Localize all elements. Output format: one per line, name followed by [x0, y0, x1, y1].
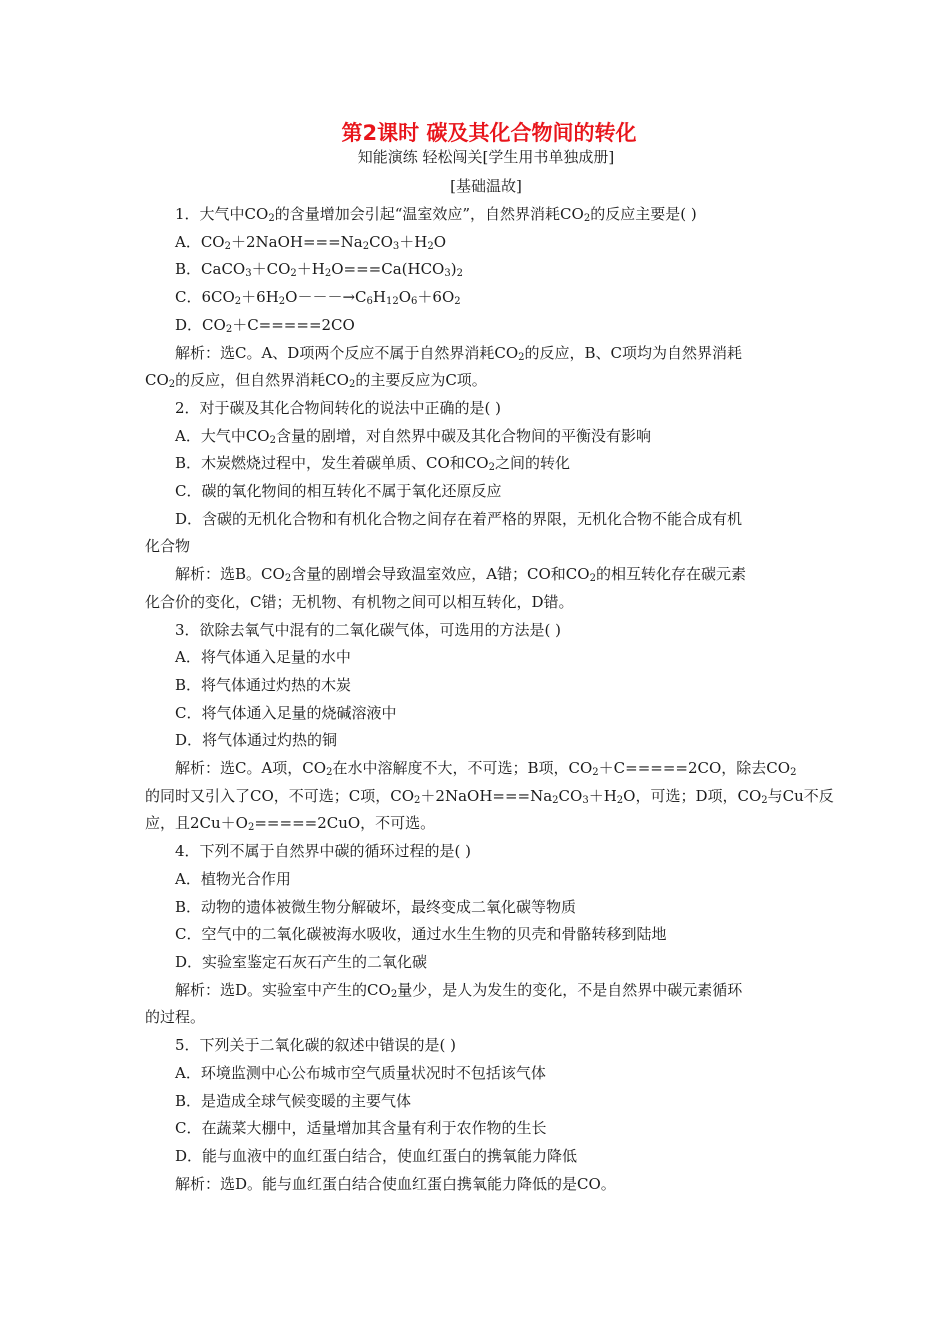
- text-run: ＋H: [296, 260, 325, 279]
- text-line: [145, 1171, 813, 1199]
- text-run: 量少，是人为发生的变化，不是自然界中碳元素循环: [397, 980, 743, 999]
- text-run: C．空气中的二氧化碳被海水吸收，通过水生生物的贝壳和骨骼转移到陆地: [175, 925, 667, 944]
- text-run: ＋6O: [417, 288, 455, 307]
- subscript: 2: [284, 573, 292, 585]
- subscript: 3: [582, 794, 589, 806]
- text-line: [145, 1088, 813, 1116]
- text-run: B．动物的遗体被微生物分解破坏，最终变成二氧化碳等物质: [175, 897, 577, 916]
- text-line: [145, 783, 834, 811]
- subscript: 2: [790, 767, 797, 779]
- subscript: 2: [290, 268, 297, 280]
- text-run: H: [372, 288, 386, 307]
- text-line: [145, 810, 813, 838]
- text-run: ＋H: [399, 232, 428, 251]
- page-title: 第2课时 碳及其化合物间的转化: [341, 121, 637, 145]
- text-line: [145, 589, 813, 617]
- text-run: ): [450, 260, 457, 279]
- text-line: [145, 478, 813, 506]
- text-line: [145, 894, 813, 922]
- text-run: B．木炭燃烧过程中，发生着碳单质、CO和CO: [175, 454, 489, 473]
- text-run: 4．下列不属于自然界中碳的循环过程的是( ): [175, 842, 472, 861]
- text-line: [145, 229, 813, 257]
- text-run: 在水中溶解度不大，不可选；B项，CO: [332, 759, 593, 778]
- text-run: CO: [145, 371, 169, 390]
- subscript: 3: [392, 240, 400, 252]
- text-line: [145, 755, 813, 783]
- subscript: 2: [168, 379, 176, 391]
- page-subtitle: 知能演练 轻松闯关[学生用书单独成册]: [357, 148, 615, 166]
- text-line: [145, 1115, 813, 1143]
- text-run: 含量的剧增会导致温室效应，A错；CO和CO: [291, 565, 590, 584]
- text-run: O: [398, 288, 412, 307]
- subscript: 2: [362, 240, 370, 252]
- subscript: 2: [390, 988, 398, 1000]
- text-run: A．大气中CO: [175, 426, 270, 445]
- text-run: 解析：选D。实验室中产生的CO: [175, 980, 391, 999]
- text-run: ＋CO: [251, 260, 291, 279]
- text-line: [145, 727, 813, 755]
- text-run: A．CO: [175, 232, 225, 251]
- subscript: 2: [488, 462, 495, 474]
- subscript: 2: [348, 379, 356, 391]
- text-line: [145, 644, 813, 672]
- subscript: 2: [324, 268, 332, 280]
- text-run: 解析：选C。A项，CO: [175, 759, 327, 778]
- text-run: ＋2NaOH===Na: [420, 786, 553, 805]
- text-run: 解析：选C。A、D项两个反应不属于自然界消耗CO: [175, 343, 519, 362]
- subscript: 2: [269, 434, 276, 446]
- text-run: 的反应，但自然界消耗CO: [175, 371, 349, 390]
- text-run: 解析：选B。CO: [175, 565, 285, 584]
- text-run: ＋C=====2CO: [232, 315, 355, 334]
- text-run: O，可选；D项，CO: [623, 786, 762, 805]
- text-run: D．CO: [175, 315, 226, 334]
- text-run: C．6CO: [175, 288, 235, 307]
- text-line: [145, 866, 813, 894]
- section-heading: [基础温故]: [450, 177, 522, 195]
- subscript: 6: [366, 296, 373, 308]
- document-page: [145, 118, 834, 1198]
- text-line: [145, 1143, 813, 1171]
- subscript: 2: [589, 573, 596, 585]
- text-run: 的含量增加会引起“温室效应”，自然界消耗CO: [274, 205, 584, 223]
- text-line: [145, 672, 813, 700]
- text-run: CO: [558, 786, 583, 805]
- subscript: 2: [427, 240, 434, 252]
- subscript: 2: [761, 794, 768, 806]
- text-run: O===Ca(HCO: [331, 260, 445, 279]
- text-line: [145, 921, 813, 949]
- text-run: ＋6H: [241, 288, 279, 307]
- text-run: 解析：选D。能与血红蛋白结合使血红蛋白携氧能力降低的是CO。: [175, 1174, 616, 1193]
- text-run: 的主要反应为C项。: [355, 371, 487, 390]
- text-run: C．将气体通入足量的烧碱溶液中: [175, 703, 397, 722]
- text-line: [145, 506, 813, 534]
- subscript: 3: [245, 268, 252, 280]
- text-run: 5．下列关于二氧化碳的叙述中错误的是( ): [175, 1036, 457, 1055]
- text-run: 3．欲除去氧气中混有的二氧化碳气体，可选用的方法是( ): [175, 620, 562, 639]
- subscript: 2: [518, 351, 525, 363]
- text-run: 与Cu不反: [767, 786, 834, 805]
- text-run: A．植物光合作用: [175, 869, 291, 888]
- text-run: A．将气体通入足量的水中: [175, 648, 351, 667]
- text-line: [145, 423, 813, 451]
- text-line: [145, 1004, 813, 1032]
- text-line: [145, 395, 813, 423]
- text-run: 的反应，B、C项均为自然界消耗: [524, 343, 743, 362]
- text-run: 之间的转化: [494, 454, 570, 473]
- text-line: [145, 340, 813, 368]
- text-run: 2．对于碳及其化合物间转化的说法中正确的是( ): [175, 398, 502, 417]
- text-run: 化合价的变化，C错；无机物、有机物之间可以相互转化，D错。: [145, 592, 574, 611]
- text-run: D．能与血液中的血红蛋白结合，使血红蛋白的携氧能力降低: [175, 1146, 578, 1165]
- text-line: [145, 700, 813, 728]
- text-run: =====2CuO，不可选。: [254, 814, 436, 833]
- text-run: B．是造成全球气候变暖的主要气体: [175, 1091, 412, 1110]
- subscript: 2: [454, 296, 461, 308]
- text-line: [145, 838, 813, 866]
- text-line: [145, 450, 813, 478]
- text-run: C．在蔬菜大棚中，适量增加其含量有利于农作物的生长: [175, 1119, 547, 1138]
- text-run: 化合物: [145, 537, 191, 556]
- subscript: 2: [268, 213, 275, 224]
- text-line: [145, 201, 813, 229]
- subscript: 2: [583, 213, 591, 224]
- subscript: 6: [411, 296, 418, 308]
- text-run: 的相互转化存在碳元素: [595, 565, 746, 584]
- text-run: 含量的剧增，对自然界中碳及其化合物间的平衡没有影响: [275, 426, 651, 445]
- text-run: D．实验室鉴定石灰石产生的二氧化碳: [175, 952, 428, 971]
- text-line: [145, 367, 813, 395]
- text-line: [145, 256, 813, 284]
- text-run: C．碳的氧化物间的相互转化不属于氧化还原反应: [175, 482, 502, 501]
- text-line: [145, 617, 813, 645]
- text-run: 1．大气中CO: [175, 205, 269, 223]
- subscript: 2: [414, 794, 421, 806]
- text-run: 的过程。: [145, 1008, 206, 1027]
- text-line: [145, 561, 813, 589]
- text-line: [145, 284, 813, 312]
- subscript: 2: [616, 794, 624, 806]
- text-run: CO: [369, 232, 393, 251]
- subscript: 2: [224, 240, 231, 252]
- subscript: 2: [225, 323, 233, 335]
- subscript: 2: [278, 296, 286, 308]
- subscript: 12: [385, 296, 399, 308]
- text-run: O－－－→C: [285, 288, 367, 307]
- subscript: 2: [456, 268, 463, 280]
- text-run: O: [433, 232, 447, 251]
- text-run: B．CaCO: [175, 260, 246, 279]
- subscript: 2: [592, 767, 599, 779]
- text-run: 的反应主要是( ): [590, 205, 697, 223]
- text-run: ＋H: [588, 786, 617, 805]
- text-line: [145, 1060, 813, 1088]
- text-run: D．将气体通过灼热的铜: [175, 731, 338, 750]
- subscript: 3: [444, 268, 451, 280]
- text-run: D．含碳的无机化合物和有机化合物之间存在着严格的界限，无机化合物不能合成有机: [175, 509, 743, 528]
- subscript: 2: [234, 296, 242, 308]
- text-run: 应，且2Cu＋O: [145, 814, 248, 833]
- subscript: 2: [326, 767, 333, 779]
- text-run: B．将气体通过灼热的木炭: [175, 675, 352, 694]
- text-line: [145, 949, 813, 977]
- text-run: 的同时又引入了CO，不可选；C项，CO: [145, 786, 415, 805]
- text-run: A．环境监测中心公布城市空气质量状况时不包括该气体: [175, 1063, 546, 1082]
- text-line: [145, 977, 813, 1005]
- document-body: [145, 201, 834, 1198]
- text-run: ＋C=====2CO，除去CO: [598, 759, 791, 778]
- text-line: [145, 1032, 813, 1060]
- text-line: [145, 312, 813, 340]
- subscript: 2: [552, 794, 559, 806]
- text-line: [145, 533, 813, 561]
- subscript: 2: [247, 822, 255, 834]
- text-run: ＋2NaOH===Na: [230, 232, 363, 251]
